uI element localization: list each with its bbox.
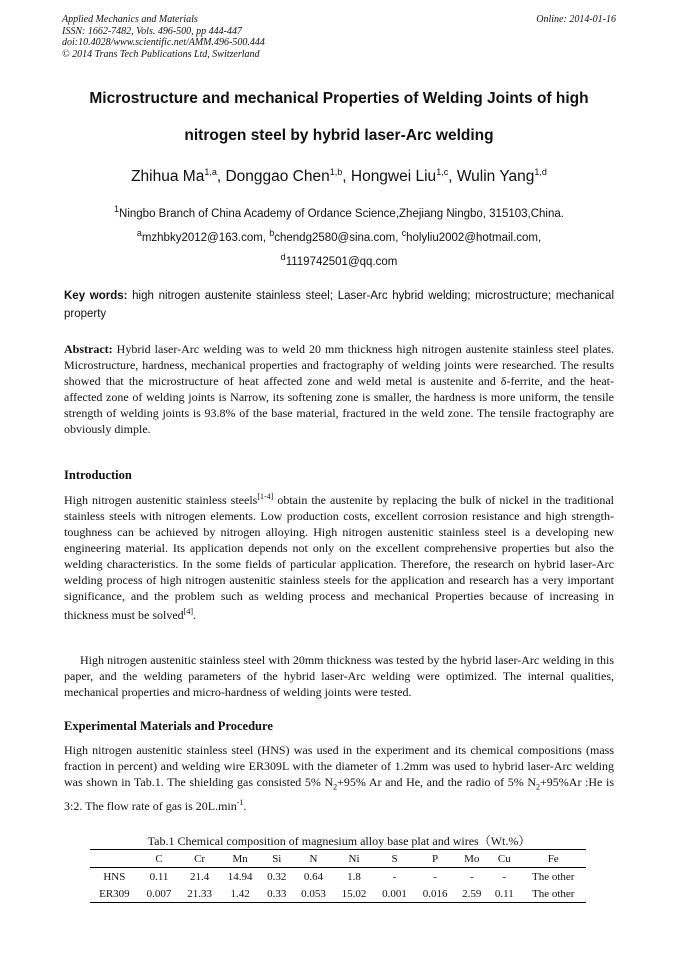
table-caption: Tab.1 Chemical composition of magnesium alloy base plat and wires（Wt.%） xyxy=(147,834,531,848)
abstract xyxy=(64,341,614,437)
table-header-cell xyxy=(90,850,139,868)
table-cell: 21.33 xyxy=(187,887,212,900)
table-cell: 0.016 xyxy=(422,887,448,900)
table-cell: The other xyxy=(531,887,575,900)
intro-paragraph-2: High nitrogen austenitic stainless steel with 20mm thickness was tested by the hybrid laser-Arc welding in this paper, and the welding parameters of the hybrid laser-Arc welding were optimized. The internal qualities, mechanical properties and micro-hardness of welding joints were tested. xyxy=(64,653,614,699)
author-emails: $^a$mzhbky2012@163.com, $^b$chendg2580@sina.com, $^c$holyliu2002@hotmail.com, xyxy=(136,228,542,244)
author-email-last: $^d$1119742501@qq.com xyxy=(280,252,398,268)
table-header-cell: Cr xyxy=(194,852,206,865)
author-sup: 1,d xyxy=(534,167,547,177)
table-cell: 0.32 xyxy=(267,870,287,883)
table-header-cell: S xyxy=(391,852,398,865)
paper-title-line1: Microstructure and mechanical Properties of Welding Joints of high xyxy=(89,90,589,107)
table-cell: HNS xyxy=(103,870,126,883)
table-cell: 1.8 xyxy=(347,870,361,883)
abstract-text: Hybrid laser-Arc welding was to weld 20 mm thickness high nitrogen austenite stainless steel plates. Microstructure, hardness, mechanical properties and fractography of welding joints were researched. The results showed that the microstructure of heat affected zone and weld metal is austenite and δ-ferrite, and the heat-affected zone of welding joints is Narrow, its softening zone is smaller, the hardness is more uniform, the tensile strength of welding joints is 93.8% of the base material, fractured in the weld zone. The tensile fractography are obviously dimple. xyxy=(64,342,615,436)
table-header-cell: C xyxy=(155,852,163,865)
email-link[interactable]: 1119742501@qq.com xyxy=(285,255,398,268)
section-heading-experimental: Experimental Materials and Procedure xyxy=(64,719,273,733)
online-date: Online: 2014-01-16 xyxy=(536,14,616,25)
table-cell: 14.94 xyxy=(227,870,253,883)
intro-paragraph-1: High nitrogen austenitic stainless steels[1-4] obtain the austenite by replacing the bulk of nickel in the traditional stainless steels with nitrogen elements. Low production costs, excellent corrosion resistance and high strength-toughness can be achieved by nitrogen alloying. High nitrogen austenitic stainless steel is a developing new engineering material. Its application depends not only on the excellent comprehensive properties but also the welding characteristics. In the some fields of particular application. Therefore, the research on hybrid laser-Arc welding process of high nitrogen austenitic stainless steels for the application and research has a very important significance, and the problem such as welding process and mechanical Properties because of increasing in thickness must be solved[4]. xyxy=(64,492,614,622)
table-cell: - xyxy=(502,870,507,883)
table-row xyxy=(90,885,586,903)
citation[interactable]: [1-4] xyxy=(257,492,274,501)
table-cell: 0.001 xyxy=(382,887,407,900)
affiliation: $^1$Ningbo Branch of China Academy of Ordance Science,Zhejiang Ningbo, 315103,China. xyxy=(114,204,564,220)
table-row xyxy=(90,868,586,886)
author-name: Hongwei Liu xyxy=(350,168,437,186)
chemical-composition-table xyxy=(90,849,586,903)
table-header-row xyxy=(90,850,586,868)
table-cell: ER309 xyxy=(99,887,130,900)
abstract-label: Abstract: xyxy=(64,342,113,356)
table-cell: - xyxy=(392,870,397,883)
experimental-paragraph: High nitrogen austenitic stainless steel (HNS) was used in the experiment and its chemical compositions (mass fraction in percent) and welding wire ER309L with the diameter of 1.2mm was used to hybrid laser-Arc welding was shown in Tab.1. The shielding gas consisted 5% $N_2+95\%$ Ar and He, and the radio of 5% $N_2+95\%Ar$ :He is 3:2. The flow rate of gas is $20L.\min^{-1}$. xyxy=(64,743,614,814)
author-name: Zhihua Ma xyxy=(131,168,205,186)
table-header-cell: P xyxy=(432,852,439,865)
email-link[interactable]: chendg2580@sina.com, xyxy=(274,231,399,244)
email-link[interactable]: mzhbky2012@163.com, xyxy=(141,231,267,244)
table-header-cell: Mo xyxy=(464,852,480,865)
copyright-line: © 2014 Trans Tech Publications Ltd, Switzerland xyxy=(62,48,260,60)
keywords-label: Key words: xyxy=(64,290,128,302)
table-header-cell: N xyxy=(309,852,318,865)
table-cell: - xyxy=(469,870,474,883)
table-header-cell: Ni xyxy=(348,852,360,865)
email-link[interactable]: holyliu2002@hotmail.com, xyxy=(406,231,542,244)
table-cell: 2.59 xyxy=(462,887,482,900)
table-cell: 0.64 xyxy=(303,870,324,883)
keywords-text: high nitrogen austenite stainless steel; Laser-Arc hybrid welding; microstructure; mechanical property xyxy=(64,290,614,320)
table-cell: 21.4 xyxy=(189,870,210,883)
author-sup: 1,b xyxy=(329,167,343,177)
table-header-cell: Fe xyxy=(547,852,559,865)
author-name: Wulin Yang xyxy=(456,168,535,186)
table-header-cell: Mn xyxy=(232,852,248,865)
section-heading-introduction: Introduction xyxy=(64,468,132,482)
table-cell: 0.11 xyxy=(149,870,169,883)
author-list: Zhihua Ma$^{1,a}$, Donggao Chen$^{1,b}$, Hongwei Liu$^{1,c}$, Wulin Yang$^{1,d}$ xyxy=(131,167,547,186)
keywords xyxy=(64,287,614,323)
table-cell: 0.053 xyxy=(301,887,326,900)
citation[interactable]: [4] xyxy=(183,607,193,616)
table-cell: 0.33 xyxy=(267,887,287,900)
doi-line: doi:10.4028/www.scientific.net/AMM.496-500.444 xyxy=(62,37,265,48)
table-cell: 15.02 xyxy=(341,887,367,900)
journal-header xyxy=(62,14,265,60)
paper-title-line2: nitrogen steel by hybrid laser-Arc welding xyxy=(184,127,494,144)
table-cell: 0.007 xyxy=(146,887,172,900)
author-name: Donggao Chen xyxy=(225,168,330,186)
table-header-cell: Si xyxy=(272,852,282,865)
table-cell: The other xyxy=(531,870,575,883)
author-sup: 1,a xyxy=(204,167,217,177)
issn-line: ISSN: 1662-7482, Vols. 496-500, pp 444-447 xyxy=(62,25,242,37)
table-cell: - xyxy=(433,870,437,883)
table-cell: 0.11 xyxy=(494,887,514,900)
journal-name: Applied Mechanics and Materials xyxy=(62,14,198,25)
table-header-cell: Cu xyxy=(497,852,511,865)
author-sup: 1,c xyxy=(436,167,449,177)
table-cell: 1.42 xyxy=(230,887,250,900)
